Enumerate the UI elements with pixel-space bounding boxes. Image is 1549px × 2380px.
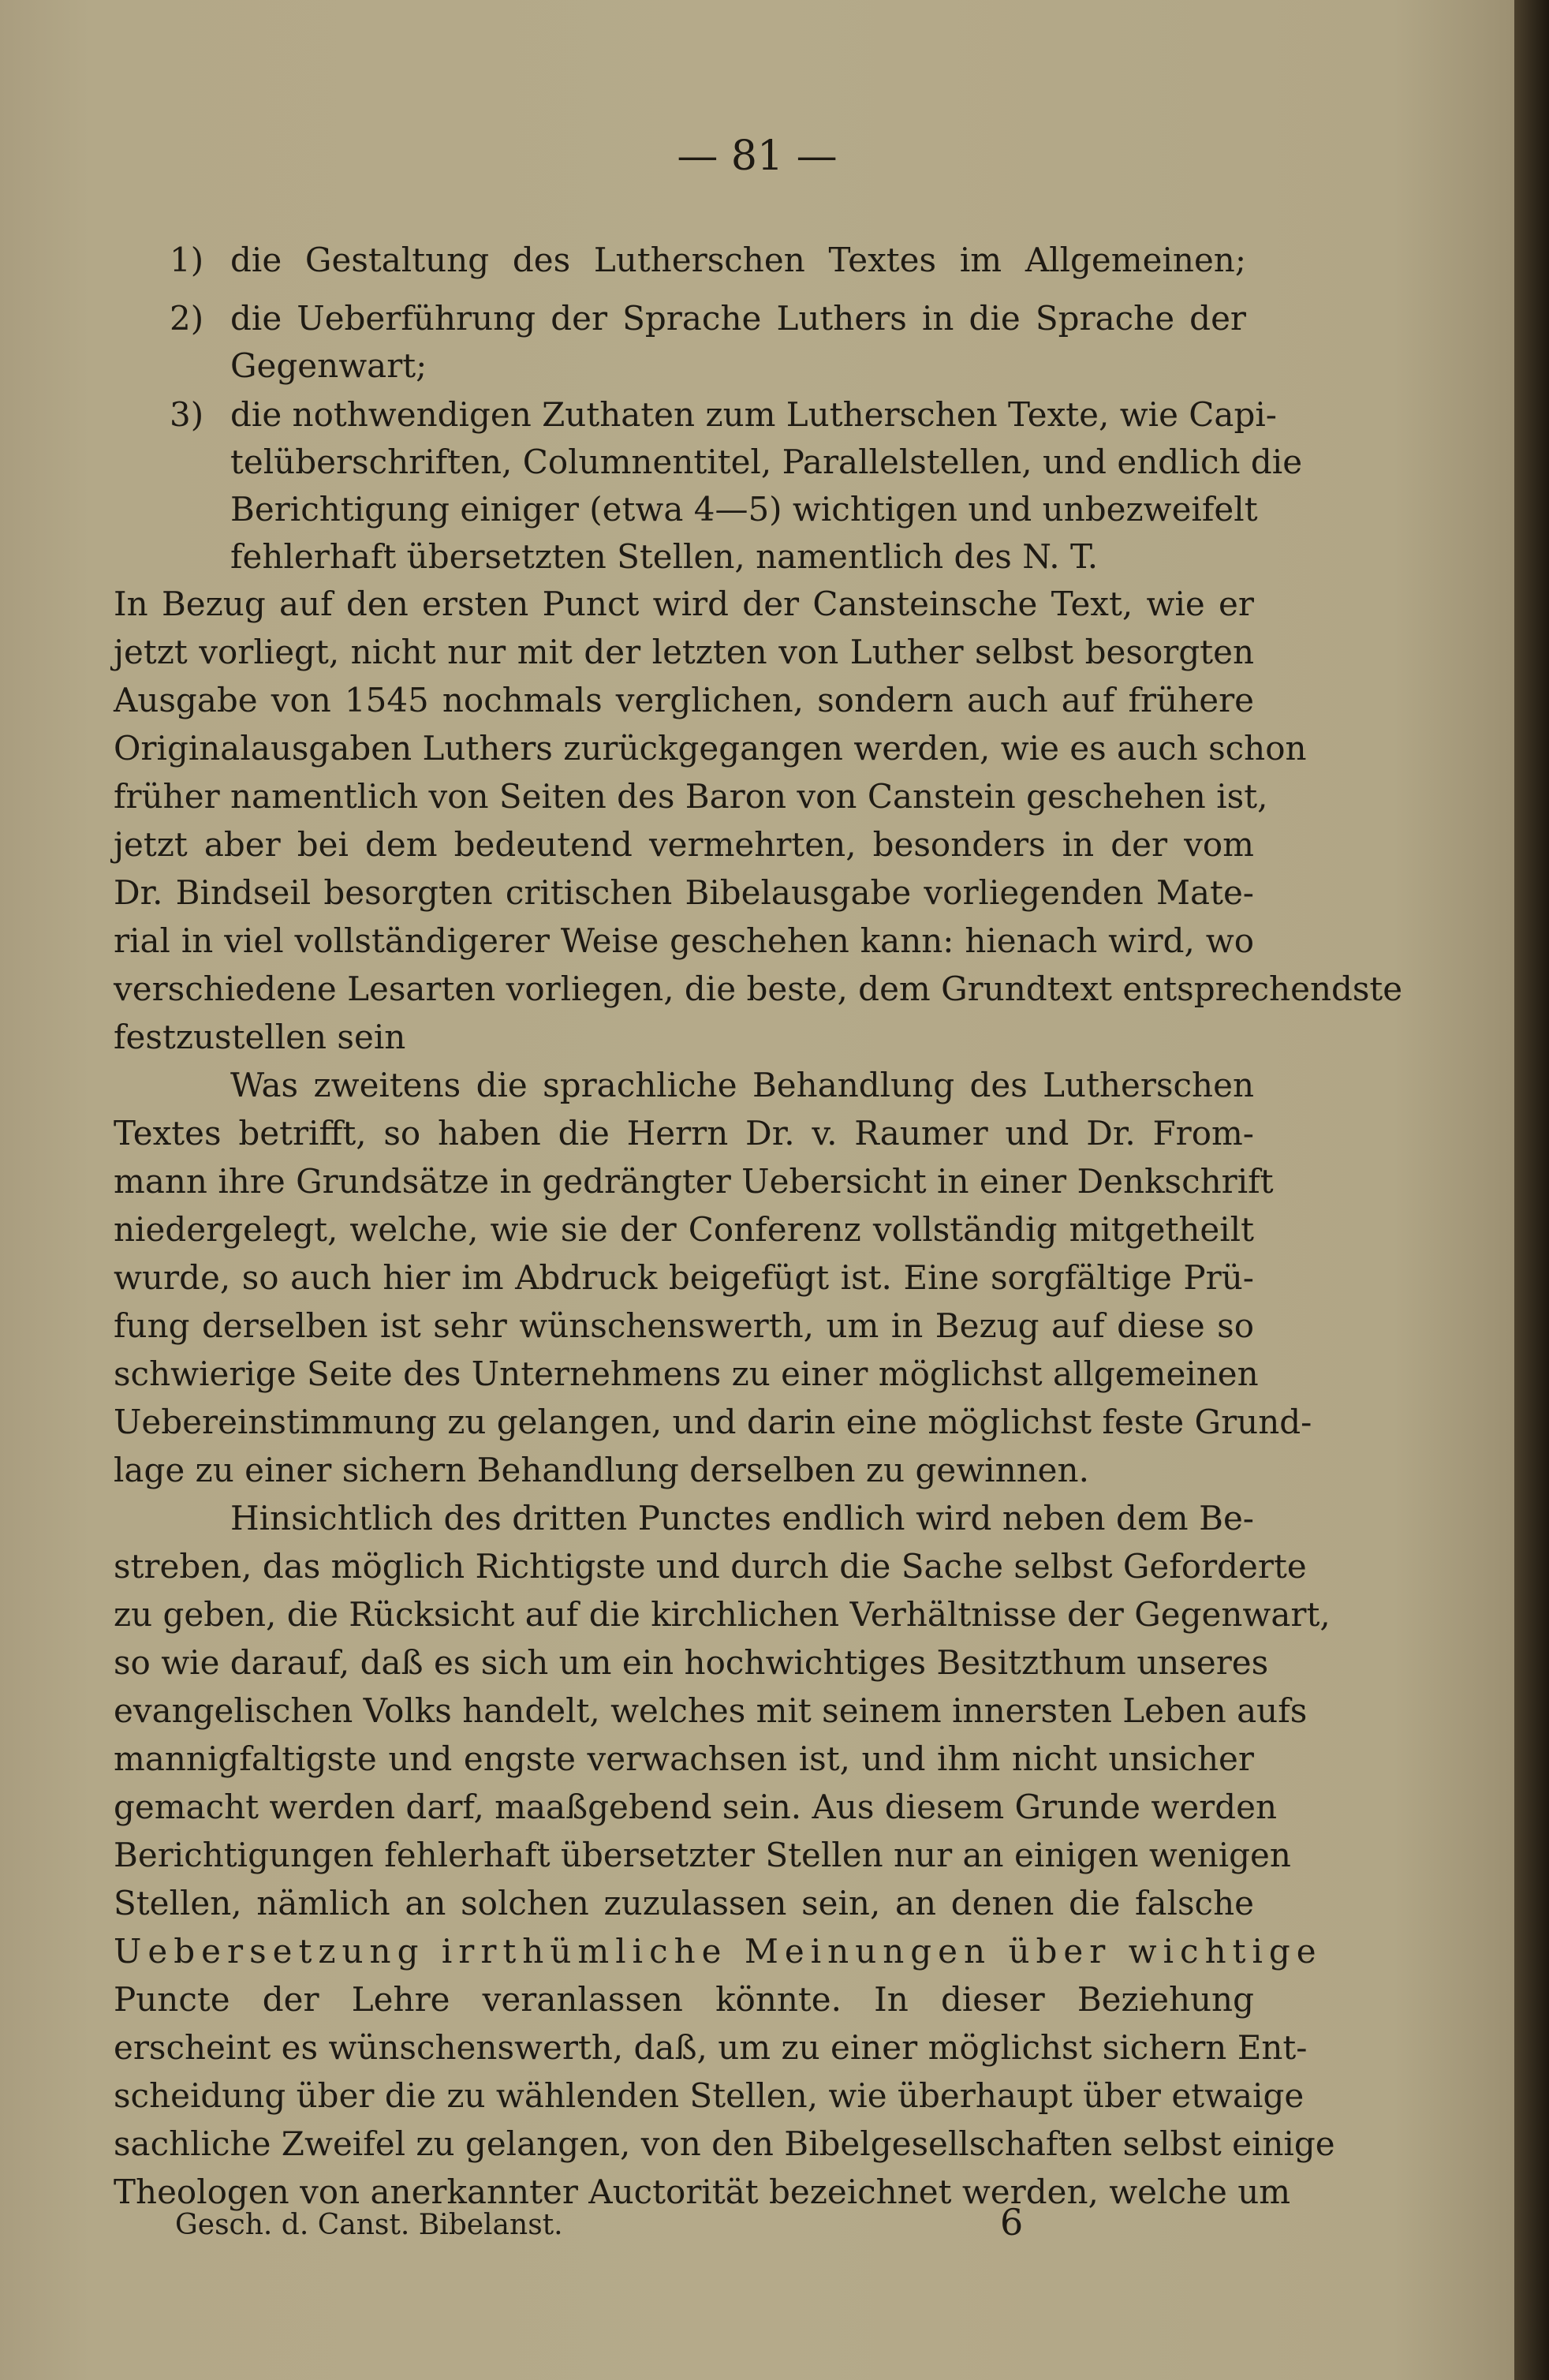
body-line: verschiedene Lesarten vorliegen, die beste, dem Grundtext entsprechendste [114,970,1403,1008]
page-number-header: — 81 — [677,133,838,180]
body-line: Theologen von anerkannter Auctorität bezeichnet werden, welche um [114,2173,1291,2211]
body-line: erscheint es wünschenswerth, daß, um zu einer möglichst sichern Ent- [114,2028,1308,2067]
body-line: sachliche Zweifel zu gelangen, von den Bibelgesellschaften selbst einige [114,2124,1335,2163]
body-line: scheidung über die zu wählenden Stellen, wie überhaupt über etwaige [114,2076,1305,2115]
body-line: jetzt aber bei dem bedeutend vermehrten, besonders in der vom [114,825,1254,864]
body-line: Ausgabe von 1545 nochmals verglichen, sondern auch auf frühere [114,681,1254,719]
list-number: 3) [170,395,204,434]
body-line: zu geben, die Rücksicht auf die kirchlichen Verhältnisse der Gegenwart, [114,1595,1331,1634]
paragraph-start: Hinsichtlich des dritten Punctes endlich wird neben dem Be- [230,1499,1254,1537]
book-edge [1514,0,1549,2380]
body-line: Berichtigungen fehlerhaft übersetzter Stellen nur an einigen wenigen [114,1836,1291,1874]
body-line: schwierige Seite des Unternehmens zu einer möglichst allgemeinen [114,1354,1259,1393]
body-line: Uebersetzung irrthümliche Meinungen über wichtige [114,1932,1323,1971]
list-item-3-cont: telüberschriften, Columnentitel, Parallelstellen, und endlich die [230,443,1303,481]
body-line: gemacht werden darf, maaßgebend sein. Aus diesem Grunde werden [114,1788,1278,1826]
body-line: Uebereinstimmung zu gelangen, und darin eine möglichst feste Grund- [114,1403,1312,1441]
signature-mark: Gesch. d. Canst. Bibelanst. [175,2209,563,2241]
list-number: 1) [170,241,204,279]
body-line: fung derselben ist sehr wünschenswerth, um in Bezug auf diese so [114,1306,1254,1345]
sheet-number: 6 [1000,2201,1024,2244]
list-item-1 [170,237,1246,284]
body-line: mann ihre Grundsätze in gedrängter Uebersicht in einer Denkschrift [114,1162,1274,1201]
list-item-3-cont: fehlerhaft übersetzten Stellen, namentlich des N. T. [230,537,1099,576]
body-line: so wie darauf, daß es sich um ein hochwichtiges Besitzthum unseres [114,1643,1269,1682]
body-line: Dr. Bindseil besorgten critischen Bibelausgabe vorliegenden Mate- [114,873,1254,912]
body-line: streben, das möglich Richtigste und durch die Sache selbst Geforderte [114,1547,1307,1586]
body-line: In Bezug auf den ersten Punct wird der Cansteinsche Text, wie er [114,585,1254,623]
list-text: die Gestaltung des Lutherschen Textes im Allgemeinen; [230,241,1246,279]
body-line: festzustellen sein [114,1018,406,1056]
body-line: früher namentlich von Seiten des Baron von Canstein geschehen ist, [114,777,1268,816]
body-line: Originalausgaben Luthers zurückgegangen werden, wie es auch schon [114,729,1307,768]
list-item-2 [170,295,1246,342]
paragraph-start: Was zweitens die sprachliche Behandlung des Lutherschen [230,1066,1254,1104]
body-line: niedergelegt, welche, wie sie der Conferenz vollständig mitgetheilt [114,1210,1254,1249]
list-item-3 [170,391,1277,439]
body-line: lage zu einer sichern Behandlung derselben zu gewinnen. [114,1451,1089,1489]
list-item-3-cont: Berichtigung einiger (etwa 4—5) wichtigen und unbezweifelt [230,490,1258,529]
body-line: mannigfaltigste und engste verwachsen ist, und ihm nicht unsicher [114,1739,1254,1778]
list-text: die Ueberführung der Sprache Luthers in die Sprache der [230,299,1246,338]
list-text: die nothwendigen Zuthaten zum Lutherschen Texte, wie Capi- [230,395,1277,434]
body-line: Stellen, nämlich an solchen zuzulassen sein, an denen die falsche [114,1884,1254,1922]
body-line: Textes betrifft, so haben die Herrn Dr. v. Raumer und Dr. From- [114,1114,1254,1153]
body-line: Puncte der Lehre veranlassen könnte. In dieser Beziehung [114,1980,1254,2019]
body-line: rial in viel vollständigerer Weise geschehen kann: hienach wird, wo [114,921,1254,960]
body-line: evangelischen Volks handelt, welches mit seinem innersten Leben aufs [114,1691,1308,1730]
body-line: wurde, so auch hier im Abdruck beigefügt ist. Eine sorgfältige Prü- [114,1258,1254,1297]
body-line: jetzt vorliegt, nicht nur mit der letzten von Luther selbst besorgten [114,633,1254,671]
list-item-2-cont: Gegenwart; [230,346,427,385]
list-number: 2) [170,299,204,338]
